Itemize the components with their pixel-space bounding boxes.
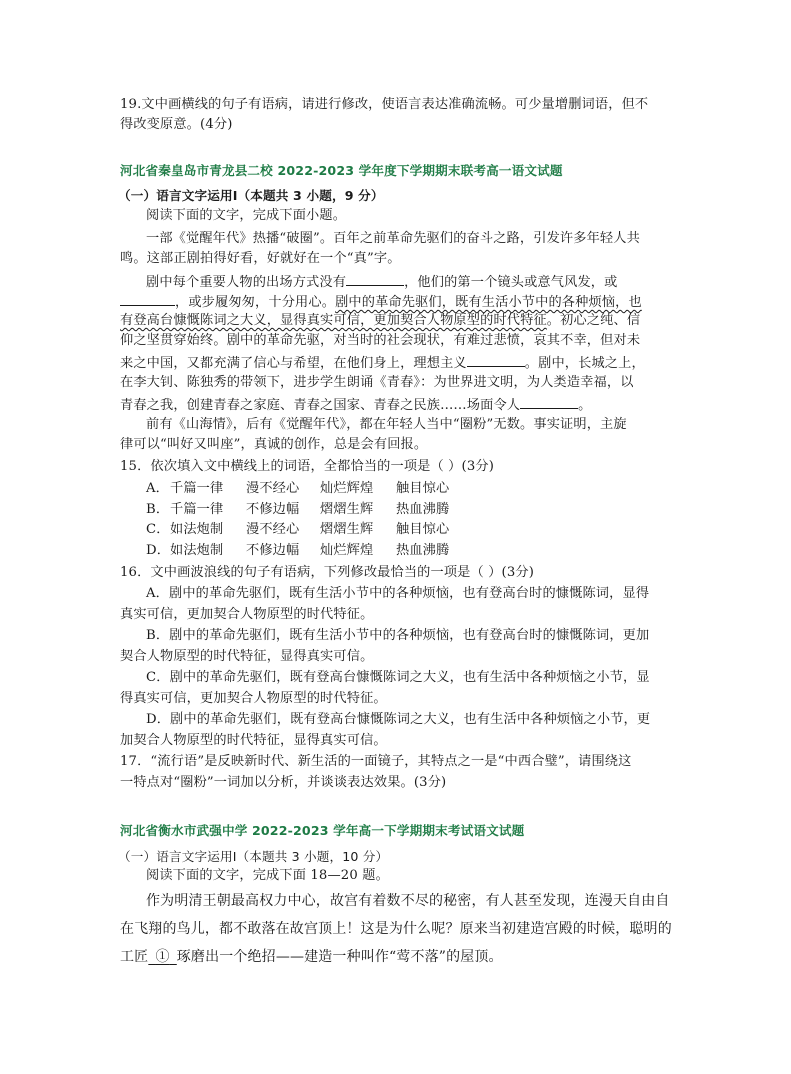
paragraph-2-line-4: 仰之坚贯穿始终。剧中的革命先驱，对当时的社会现状，有难过悲愤，哀其不幸，但对未	[120, 333, 641, 348]
question-16-option-b-line-2: 契合人物原型的时代特征，显得真实可信。	[120, 649, 374, 664]
question-16-stem: 16．文中画波浪线的句子有语病，下列修改最恰当的一项是（ ）(3分)	[120, 565, 534, 580]
question-15-option-d: D．如法炮制 不修边幅 灿烂辉煌 热血沸腾	[146, 543, 450, 558]
question-17-line-1: 17．“流行语”是反映新时代、新生活的一面镜子，其特点之一是“中西合璧”，请围绕这	[120, 754, 632, 769]
question-15-stem: 15．依次填入文中横线上的词语，全都恰当的一项是（ ）(3分)	[120, 459, 494, 474]
paragraph-4-line-3: 工匠 ① 琢磨出一个绝招——建造一种叫作“莺不落”的屋顶。	[120, 949, 503, 965]
paragraph-2-line-3: 有登高台慷慨陈词之大义，显得真实可信，更加契合人物原型的时代特征。初心之纯、信	[120, 313, 641, 328]
question-17-line-2: 一特点对“圈粉”一词加以分析，并谈谈表达效果。(3分)	[120, 775, 447, 790]
question-16-option-a-line-1: A．剧中的革命先驱们，既有生活小节中的各种烦恼，也有登高台时的慷慨陈词，显得	[146, 586, 650, 601]
blank-1	[346, 271, 404, 286]
wavy-sentence-cont: 有登高台慷慨陈词之大义，显得真实可信，更加契合人物原型的时代特征	[120, 313, 547, 328]
source-title-1: 河北省秦皇岛市青龙县二校 2022-2023 学年度下学期期末联考高一语文试题	[120, 163, 563, 178]
question-15-option-a: A．千篇一律 漫不经心 灿烂辉煌 触目惊心	[146, 481, 450, 496]
blank-marker-1: ①	[155, 949, 170, 965]
question-19-line-2: 得改变原意。(4分)	[120, 117, 233, 132]
paragraph-1-line-2: 鸣。这部正剧拍得好看，好就好在一个“真”字。	[120, 251, 401, 266]
paragraph-3-line-1: 前有《山海情》，后有《觉醒年代》，都在年轻人当中“圈粉”无数。事实证明，主旋	[146, 417, 627, 432]
paragraph-2-line-2: ，或步履匆匆，十分用心。剧中的革命先驱们，既有生活小节中的各种烦恼，也	[120, 291, 642, 313]
reading-instruction-2: 阅读下面的文字，完成下面 18—20 题。	[146, 868, 389, 883]
question-15-option-c: C．如法炮制 漫不经心 熠熠生辉 触目惊心	[146, 522, 450, 537]
paragraph-1-line-1: 一部《觉醒年代》热播“破圈”。百年之前革命先驱们的奋斗之路，引发许多年轻人共	[146, 231, 640, 246]
question-16-option-a-line-2: 真实可信，更加契合人物原型的时代特征。	[120, 607, 374, 622]
blank-4	[520, 394, 578, 409]
paragraph-4-line-1: 作为明清王朝最高权力中心，故宫有着数不尽的秘密，有人甚至发现，连漫天自由自	[146, 893, 670, 909]
paragraph-2-line-7: 青春之我，创建青春之家庭、青春之国家、青春之民族……场面令人 。	[120, 394, 591, 416]
paragraph-2-line-6: 在李大钊、陈独秀的带领下，进步学生朗诵《青春》：为世界进文明，为人类造幸福，以	[120, 375, 634, 390]
paragraph-3-line-2: 律可以“叫好又叫座”，真诚的创作，总是会有回报。	[120, 437, 428, 452]
wavy-sentence: 剧中的革命先驱们，既有生活小节中的各种烦恼，也	[335, 295, 642, 310]
reading-instruction-1: 阅读下面的文字，完成下面小题。	[146, 208, 347, 223]
section-heading-2: （一）语言文字运用Ⅰ（本题共 3 小题，10 分）	[118, 849, 389, 864]
question-16-option-d-line-1: D．剧中的革命先驱们，既有登高台慷慨陈词之大义，也有生活中各种烦恼之小节，更	[146, 712, 651, 727]
blank-2	[120, 291, 175, 306]
blank-3	[467, 352, 525, 367]
question-16-option-c-line-1: C．剧中的革命先驱们，既有登高台慷慨陈词之大义，也有生活中各种烦恼之小节，显	[146, 670, 650, 685]
paragraph-2-line-1: 剧中每个重要人物的出场方式没有 ，他们的第一个镜头或意气风发，或	[146, 271, 617, 293]
section-heading-1: （一）语言文字运用Ⅰ（本题共 3 小题，9 分）	[118, 188, 384, 203]
source-title-2: 河北省衡水市武强中学 2022-2023 学年高一下学期期末考试语文试题	[120, 823, 525, 838]
question-16-option-d-line-2: 加契合人物原型的时代特征，显得真实可信。	[120, 733, 387, 748]
question-16-option-b-line-1: B．剧中的革命先驱们，既有生活小节中的各种烦恼，也有登高台时的慷慨陈词，更加	[146, 628, 650, 643]
paragraph-2-line-5: 来之中国，又都充满了信心与希望，在他们身上，理想主义 。剧中，长城之上，	[120, 352, 645, 374]
question-15-option-b: B．千篇一律 不修边幅 熠熠生辉 热血沸腾	[146, 502, 450, 517]
question-16-option-c-line-2: 得真实可信，更加契合人物原型的时代特征。	[120, 691, 387, 706]
paragraph-4-line-2: 在飞翔的鸟儿，都不敢落在故宫顶上！这是为什么呢？原来当初建造宫殿的时候，聪明的	[120, 921, 672, 937]
question-19-line-1: 19.文中画横线的句子有语病，请进行修改，使语言表达准确流畅。可少量增删词语，但不	[120, 97, 649, 112]
